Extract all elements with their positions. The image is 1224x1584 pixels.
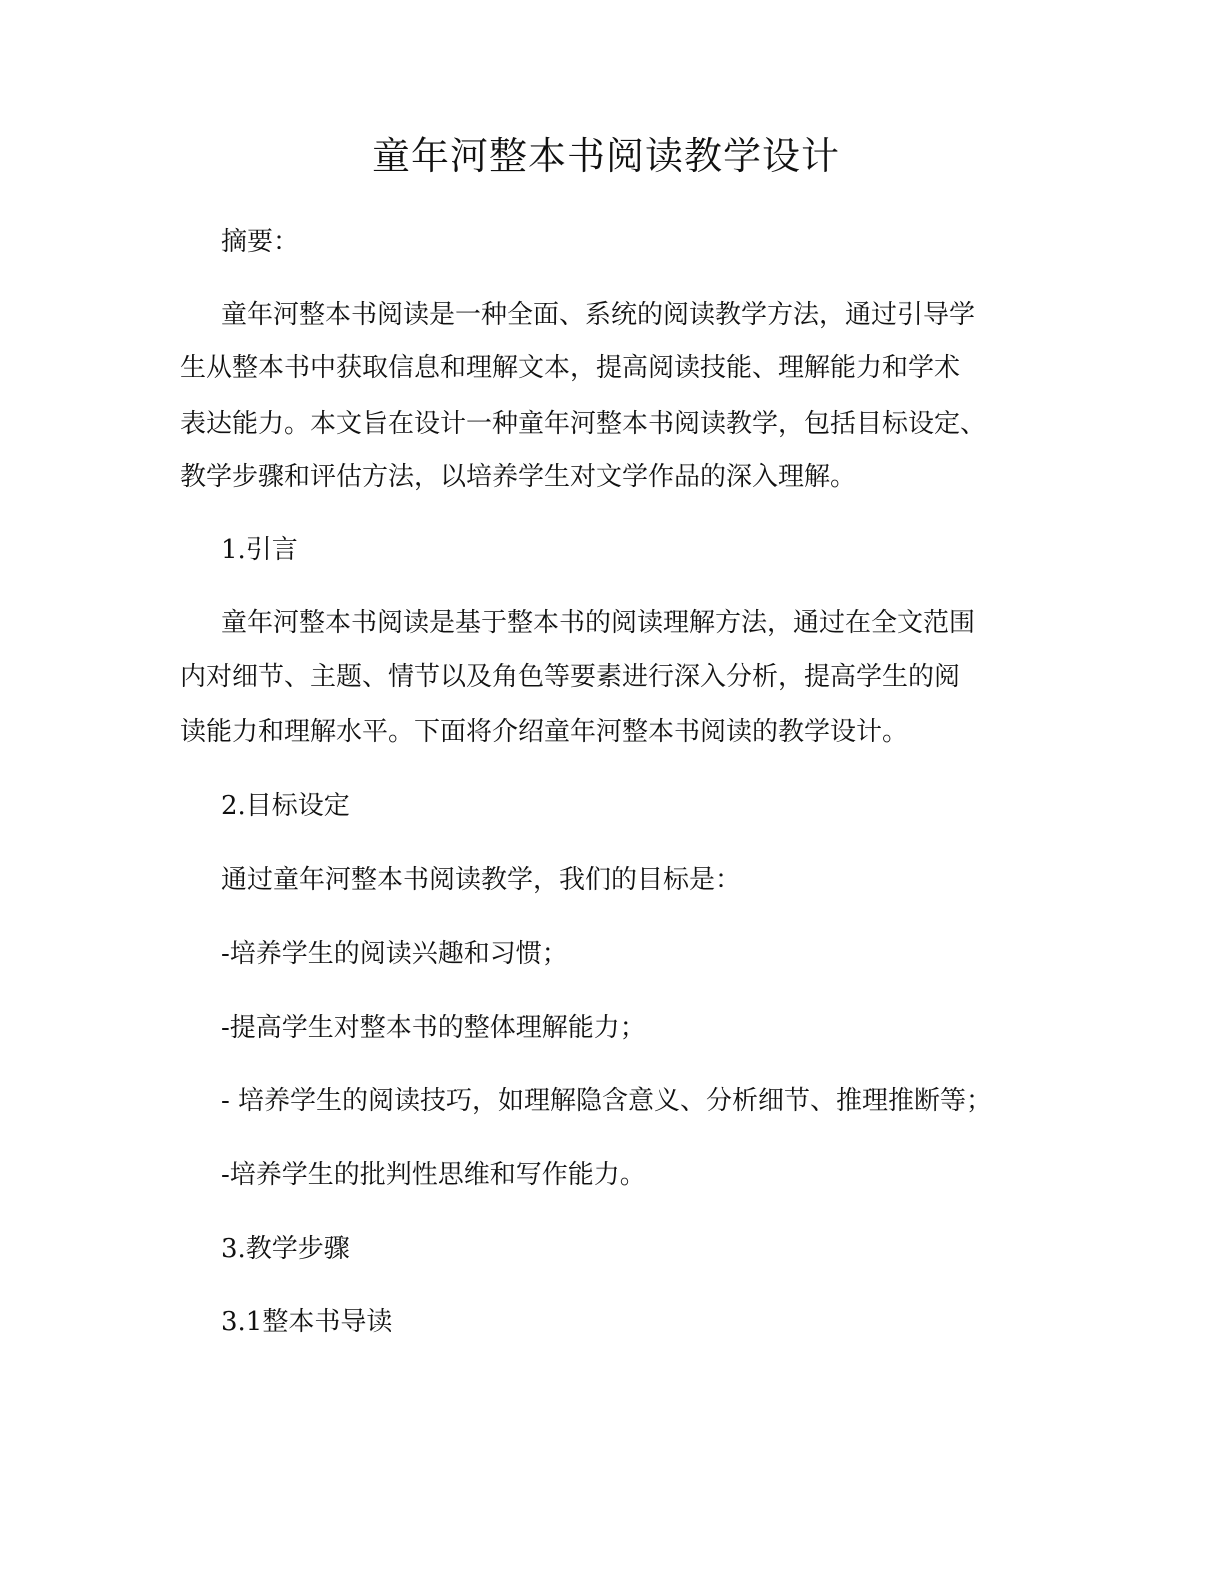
abstract-line: 教学步骤和评估方法，以培养学生对文学作品的深入理解。 — [180, 462, 857, 492]
section1-line: 童年河整本书阅读是基于整本书的阅读理解方法，通过在全文范围 — [221, 608, 976, 638]
goals-intro: 通过童年河整本书阅读教学，我们的目标是： — [221, 865, 742, 895]
abstract-heading: 摘要： — [221, 227, 300, 257]
subsection-heading-guided-reading: 3.1整本书导读 — [221, 1307, 393, 1337]
section1-line: 读能力和理解水平。下面将介绍童年河整本书阅读的教学设计。 — [180, 717, 909, 747]
goal-item: - 培养学生的阅读技巧，如理解隐含意义、分析细节、推理推断等； — [221, 1086, 993, 1116]
section1-line: 内对细节、主题、情节以及角色等要素进行深入分析，提高学生的阅 — [180, 662, 961, 692]
goal-item: -提高学生对整本书的整体理解能力； — [221, 1013, 646, 1043]
abstract-line: 生从整本书中获取信息和理解文本，提高阅读技能、理解能力和学术 — [180, 353, 961, 383]
abstract-line: 童年河整本书阅读是一种全面、系统的阅读教学方法，通过引导学 — [221, 300, 976, 330]
section-heading-introduction: 1.引言 — [221, 535, 298, 565]
abstract-line: 表达能力。本文旨在设计一种童年河整本书阅读教学，包括目标设定、 — [180, 409, 987, 439]
goal-item: -培养学生的批判性思维和写作能力。 — [221, 1160, 646, 1190]
section-heading-teaching-steps: 3.教学步骤 — [221, 1234, 350, 1264]
goal-item: -培养学生的阅读兴趣和习惯； — [221, 939, 568, 969]
document-title: 童年河整本书阅读教学设计 — [371, 134, 840, 178]
section-heading-goals: 2.目标设定 — [221, 791, 350, 821]
